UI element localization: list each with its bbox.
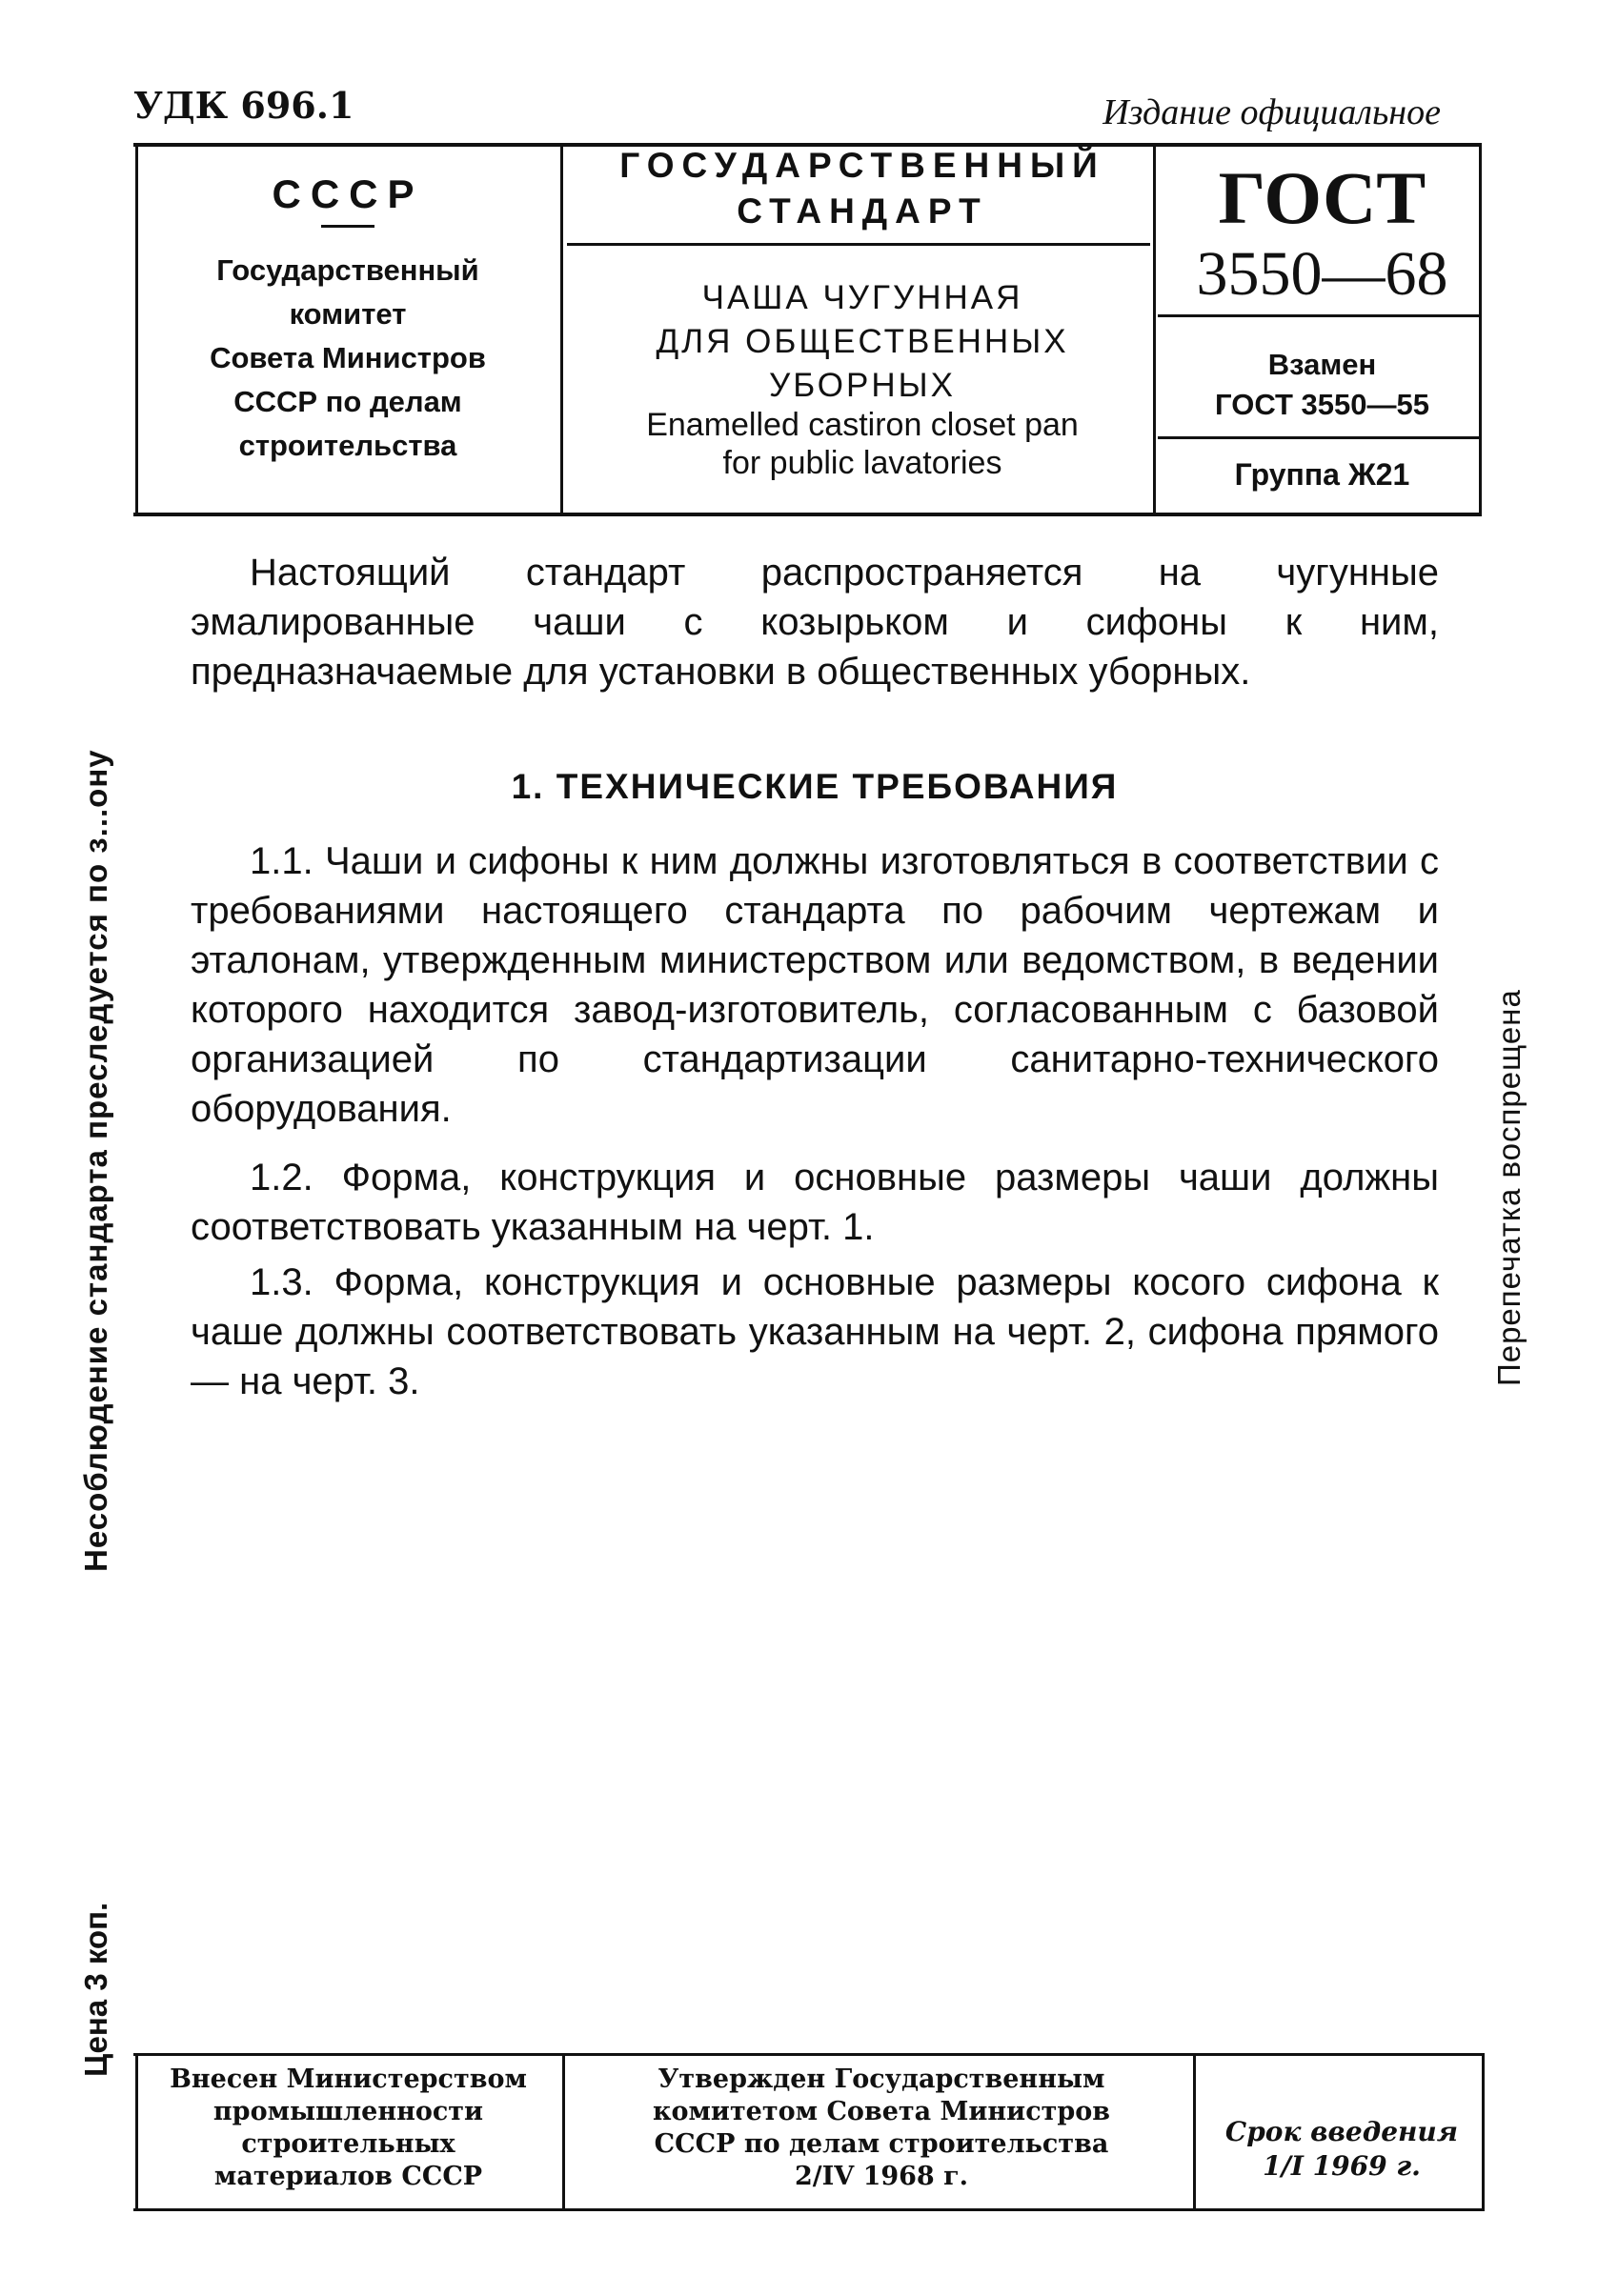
effective-label: Срок введения xyxy=(1224,2116,1459,2147)
footer-top-rule xyxy=(133,2053,1485,2056)
replace-rule xyxy=(1158,436,1479,439)
group-code: Группа Ж21 xyxy=(1234,457,1410,492)
org-line: комитет xyxy=(289,297,407,331)
section-title: 1. ТЕХНИЧЕСКИЕ ТРЕБОВАНИЯ xyxy=(511,767,1119,806)
introduced-line: материалов СССР xyxy=(213,2162,483,2191)
header-divider-1 xyxy=(560,143,563,516)
footer-divider-2 xyxy=(1193,2053,1196,2211)
reprint-notice: Перепечатка воспрещена xyxy=(1491,989,1527,1386)
gost-label: ГОСТ xyxy=(1218,156,1426,239)
org-line: строительства xyxy=(238,429,457,462)
effective-date xyxy=(1199,2115,1485,2184)
clause-1-2: 1.2. Форма, конструкция и основные размеры чаши должны соответствовать указанным на черт. 1. xyxy=(191,1157,1439,1248)
replaces-block xyxy=(1158,345,1487,425)
title-en-line: Enamelled castiron closet pan xyxy=(646,407,1079,443)
udk-code: УДК 696.1 xyxy=(133,84,354,127)
footer-bottom-rule xyxy=(133,2208,1485,2211)
footer-divider-1 xyxy=(562,2053,565,2211)
gost-rule xyxy=(1158,314,1479,317)
approved-line: 2/IV 1968 г. xyxy=(794,2162,969,2191)
title-line: ЧАША ЧУГУННАЯ xyxy=(701,279,1023,316)
approved-line: СССР по делам строительства xyxy=(654,2129,1109,2159)
org-line: Государственный xyxy=(216,253,479,287)
header-bottom-rule xyxy=(133,513,1482,516)
clause-1-3: 1.3. Форма, конструкция и основные размеры косого сифона к чаше должны соответствовать указанным на черт. 2, сифона прямого — на черт. 3. xyxy=(191,1261,1439,1402)
approved-line: Утвержден Государственным xyxy=(657,2064,1105,2094)
standard-title-english xyxy=(567,406,1158,482)
edition-label: Издание официальное xyxy=(1102,92,1441,132)
intro-paragraph: Настоящий стандарт распространяется на чугунные эмалированные чаши с козырьком и сифоны к ним, предназначаемые для установки в общественных уборных. xyxy=(191,552,1439,693)
footer-left-border xyxy=(135,2053,138,2211)
legal-notice: Несоблюдение стандарта преследуется по з...ону xyxy=(78,749,113,1572)
clause-1-1: 1.1. Чаши и сифоны к ним должны изготовляться в соответствии с требованиями настоящего стандарта по рабочим чертежам и эталонам, утвержденным министерством или ведомством, в ведении которого находится завод-изготовитель, согласованным с базовой организацией по стандартизации санитарно-технического оборудования. xyxy=(191,840,1439,1130)
introduced-line: промышленности xyxy=(212,2097,484,2126)
header-mid-rule xyxy=(567,243,1150,246)
replaces-label: Взамен xyxy=(1267,348,1377,381)
approved-by xyxy=(576,2064,1186,2193)
standard-title xyxy=(567,276,1158,408)
ussr-label: СССР xyxy=(272,171,424,216)
standard-type-line: ГОСУДАРСТВЕННЫЙ xyxy=(619,146,1105,185)
replaces-value: ГОСТ 3550—55 xyxy=(1215,388,1429,421)
title-en-line: for public lavatories xyxy=(722,445,1002,481)
divider-dash xyxy=(321,225,374,228)
title-line: УБОРНЫХ xyxy=(769,367,956,404)
effective-value: 1/I 1969 г. xyxy=(1263,2150,1421,2182)
standard-type-line: СТАНДАРТ xyxy=(737,191,988,231)
introduced-by xyxy=(141,2064,556,2193)
price-label: Цена 3 коп. xyxy=(78,1902,113,2077)
org-line: Совета Министров xyxy=(210,341,486,374)
org-line: СССР по делам xyxy=(233,385,462,418)
title-line: ДЛЯ ОБЩЕСТВЕННЫХ xyxy=(656,323,1069,360)
introduced-line: строительных xyxy=(241,2129,455,2159)
introduced-line: Внесен Министерством xyxy=(170,2064,527,2094)
gost-number: 3550—68 xyxy=(1196,239,1448,309)
issuing-organization xyxy=(138,171,557,468)
approved-line: комитетом Совета Министров xyxy=(652,2097,1111,2126)
gost-designation xyxy=(1158,157,1487,310)
standard-type xyxy=(567,143,1158,234)
